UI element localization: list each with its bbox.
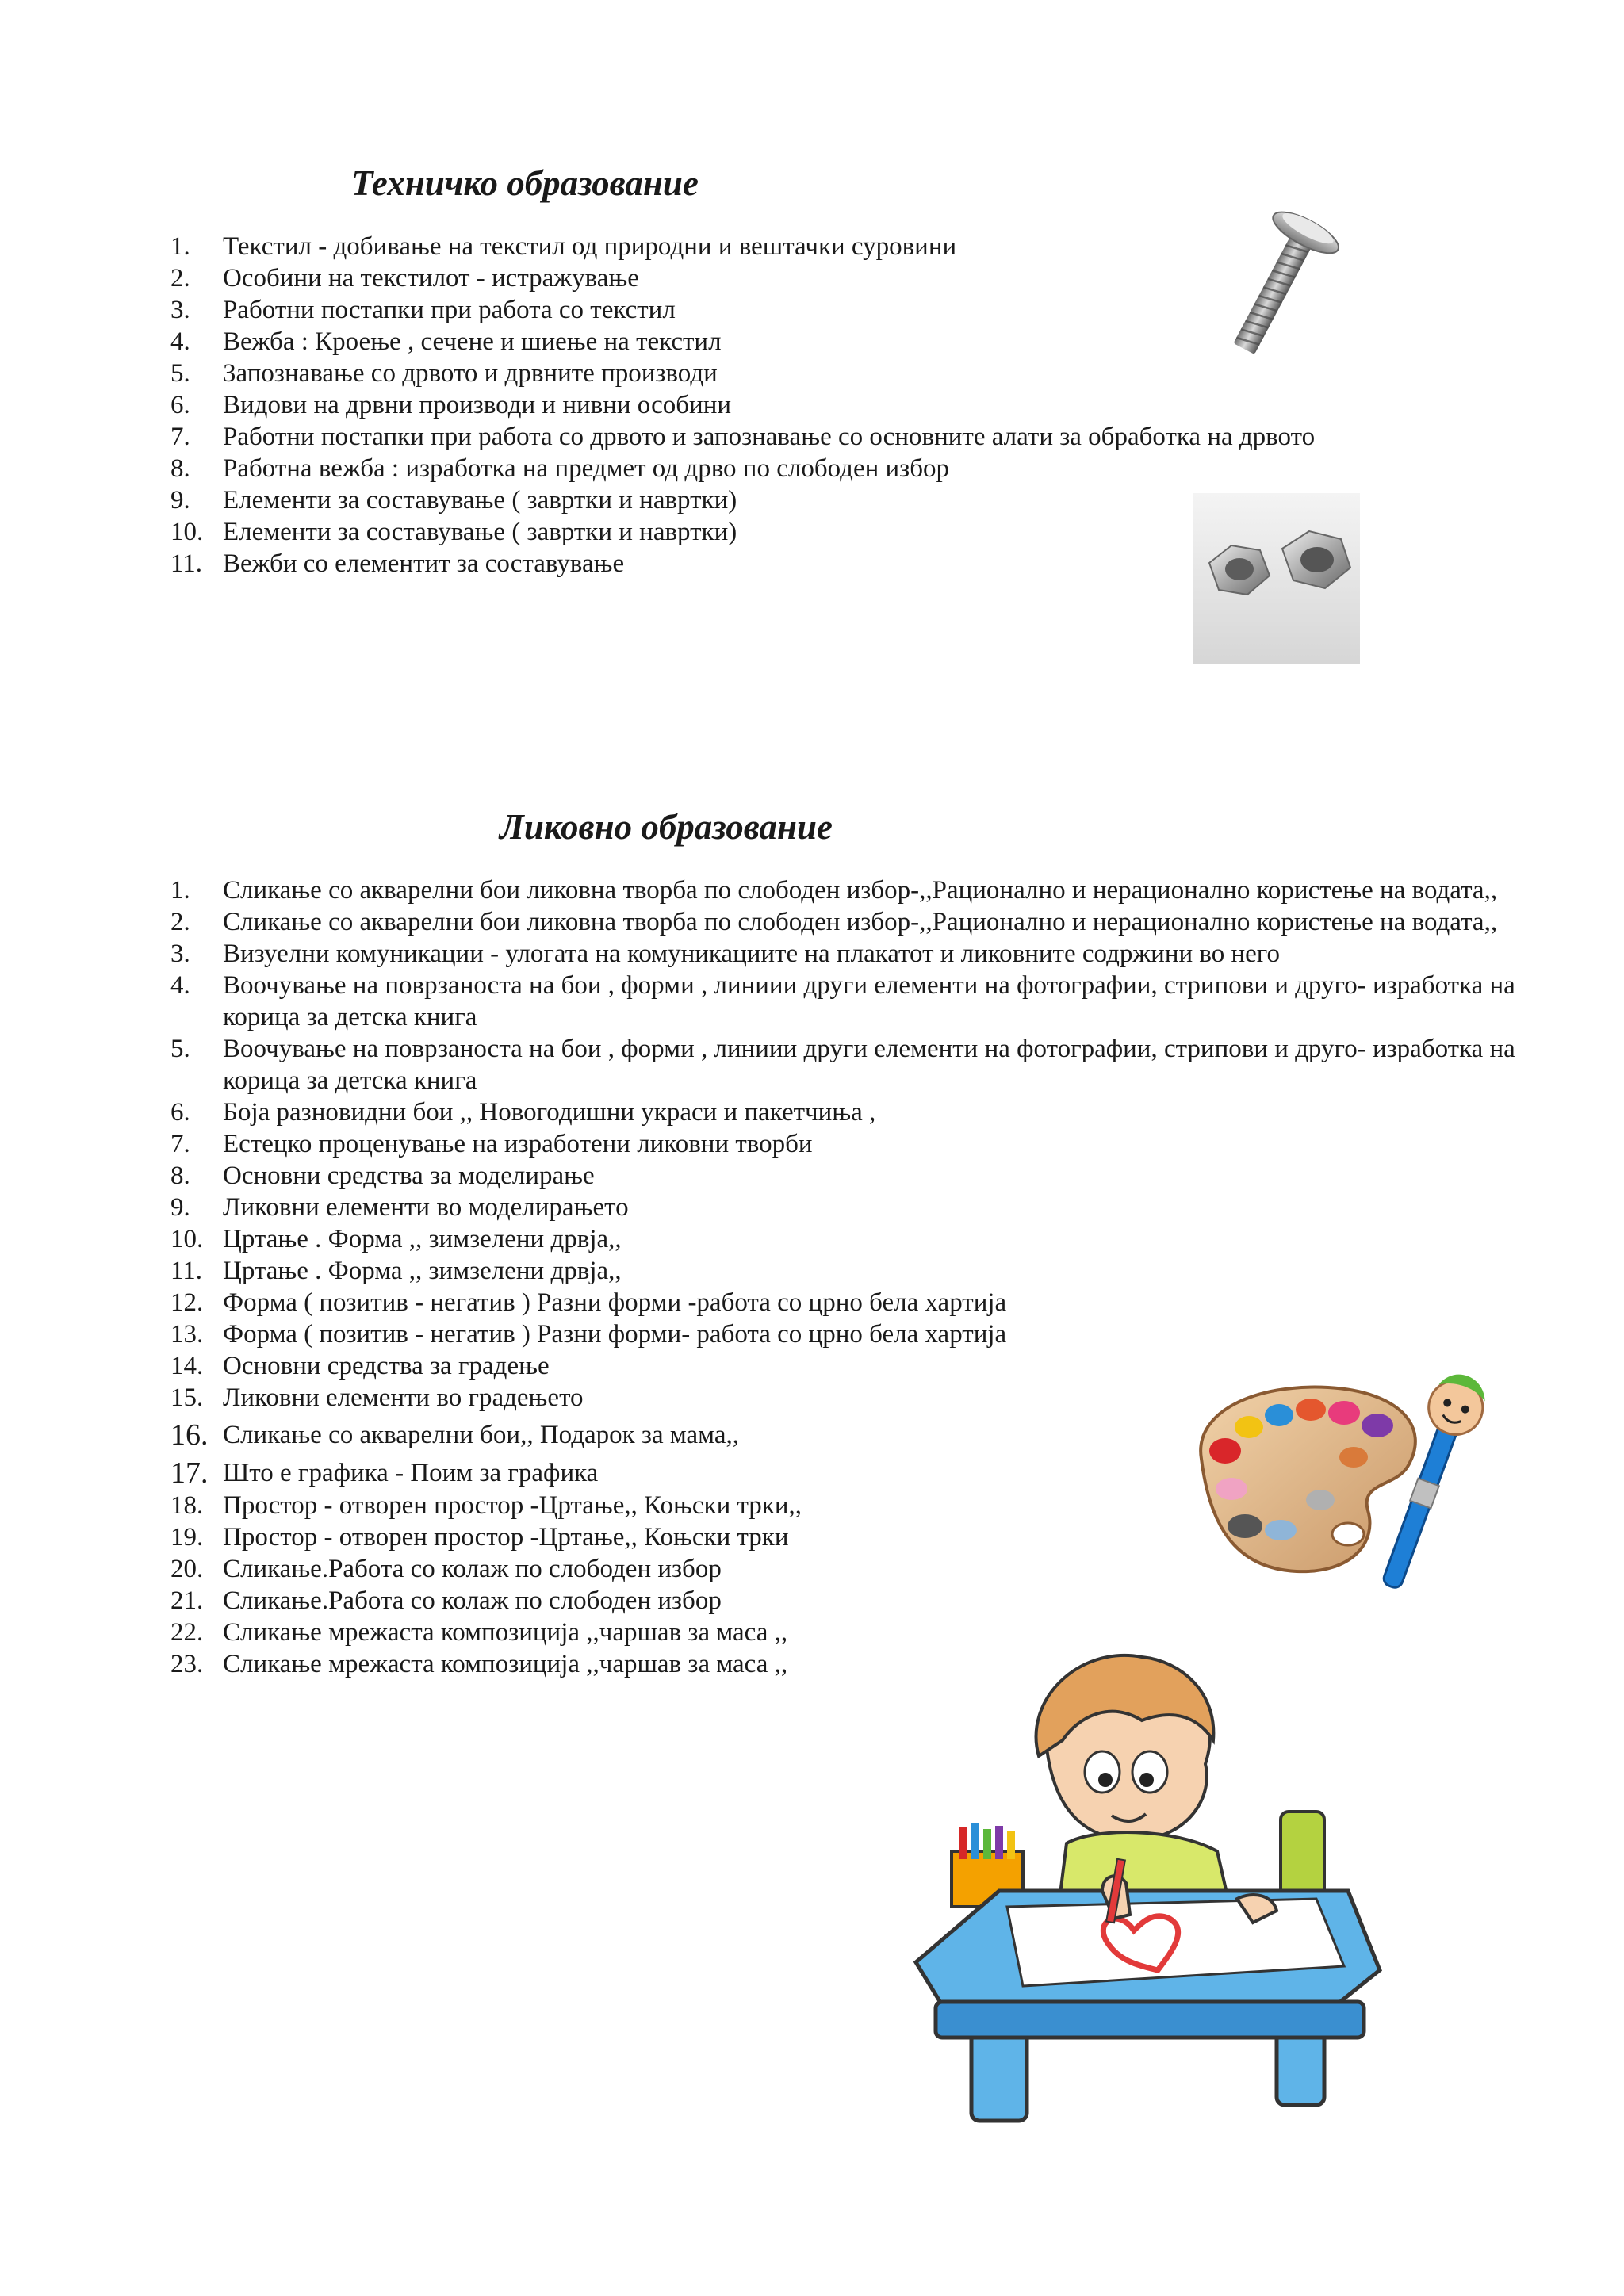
item-number: 14. bbox=[170, 1352, 204, 1380]
item-text: Визуелни комуникации - улогата на комуникациите на плакатот и ликовните содржини во него bbox=[223, 939, 1281, 968]
item-text: Простор - отворен простор -Цртање,, Коњски трки,, bbox=[223, 1491, 802, 1520]
list-item bbox=[170, 1255, 1534, 1287]
item-text: Текстил - добивање на текстил од природни и вештачки суровини bbox=[223, 232, 957, 261]
child-drawing-illustration bbox=[904, 1653, 1396, 2152]
item-text: Ликовни елементи во градењето bbox=[223, 1383, 584, 1412]
item-text: Запознавање со дрвото и дрвните производи bbox=[223, 359, 718, 388]
list-item bbox=[170, 1192, 1534, 1223]
item-text: Основни средства за градење bbox=[223, 1352, 550, 1380]
list-item bbox=[170, 1033, 1534, 1096]
item-text: Сликање мрежаста композиција ,,чаршав за маса ,, bbox=[223, 1618, 788, 1647]
item-text: Форма ( позитив - негатив ) Разни форми- работа со црно бела хартија bbox=[223, 1320, 1007, 1349]
item-number: 23. bbox=[170, 1650, 204, 1678]
list-item bbox=[170, 1287, 1534, 1318]
tech-section-title: Техничко образование bbox=[351, 163, 699, 203]
item-number: 13. bbox=[170, 1320, 204, 1349]
item-number: 9. bbox=[170, 486, 190, 515]
item-number: 9. bbox=[170, 1193, 190, 1222]
bolt-icon bbox=[1221, 208, 1372, 370]
item-text: Сликање.Работа со колаж по слободен избор bbox=[223, 1586, 722, 1615]
item-number: 18. bbox=[170, 1491, 204, 1520]
item-number: 4. bbox=[170, 327, 190, 356]
item-number: 6. bbox=[170, 391, 190, 419]
item-number: 7. bbox=[170, 423, 190, 451]
item-text: Цртање . Форма ,, зимзелени дрвја,, bbox=[223, 1225, 622, 1253]
item-text: Воочување на поврзаноста на бои , форми , линиии други елементи на фотографии, стрипови и друго- изработка на корица за детска книга bbox=[223, 971, 1515, 1031]
item-number: 5. bbox=[170, 359, 190, 388]
item-text: Цртање . Форма ,, зимзелени дрвја,, bbox=[223, 1257, 622, 1285]
item-number: 11. bbox=[170, 1257, 203, 1285]
item-text: Особини на текстилот - истражување bbox=[223, 264, 639, 293]
item-text: Простор - отворен простор -Цртање,, Коњски трки bbox=[223, 1523, 789, 1552]
list-item bbox=[170, 1096, 1534, 1128]
list-item bbox=[170, 389, 1519, 421]
list-item bbox=[170, 874, 1534, 906]
item-number: 8. bbox=[170, 454, 190, 483]
item-text: Основни средства за моделирање bbox=[223, 1161, 595, 1190]
item-number: 1. bbox=[170, 232, 190, 261]
item-number: 22. bbox=[170, 1618, 204, 1647]
item-text: Што е графика - Поим за графика bbox=[223, 1459, 599, 1487]
list-item bbox=[170, 421, 1519, 453]
nuts-icon bbox=[1193, 493, 1360, 664]
item-text: Сликање.Работа со колаж по слободен избор bbox=[223, 1555, 722, 1583]
list-item bbox=[170, 1160, 1534, 1192]
list-item bbox=[170, 1128, 1534, 1160]
item-text: Работни постапки при работа со текстил bbox=[223, 296, 676, 324]
item-text: Елементи за составување ( завртки и навртки) bbox=[223, 518, 737, 546]
item-text: Боја разновидни бои ,, Новогодишни украси и пакетчиња , bbox=[223, 1098, 876, 1127]
item-number: 19. bbox=[170, 1523, 204, 1552]
item-text: Сликање со акварелни бои ликовна творба по слободен избор-,,Рационално и нерационално користење на водата,, bbox=[223, 908, 1498, 936]
item-number: 4. bbox=[170, 971, 190, 1000]
item-number: 5. bbox=[170, 1035, 190, 1063]
item-number: 2. bbox=[170, 264, 190, 293]
item-number: 7. bbox=[170, 1130, 190, 1158]
item-text: Сликање со акварелни бои ликовна творба по слободен избор-,,Рационално и нерационално користење на водата,, bbox=[223, 876, 1498, 905]
item-number: 8. bbox=[170, 1161, 190, 1190]
item-text: Воочување на поврзаноста на бои , форми , линиии други елементи на фотографии, стрипови и друго- изработка на корица за детска книга bbox=[223, 1035, 1515, 1095]
item-text: Вежба : Кроење , сечене и шиење на текстил bbox=[223, 327, 722, 356]
item-number: 2. bbox=[170, 908, 190, 936]
list-item bbox=[170, 1223, 1534, 1255]
palette-icon bbox=[1170, 1364, 1487, 1609]
item-text: Сликање мрежаста композиција ,,чаршав за маса ,, bbox=[223, 1650, 788, 1678]
item-number: 3. bbox=[170, 939, 190, 968]
item-number: 15. bbox=[170, 1383, 204, 1412]
item-text: Сликање со акварелни бои,, Подарок за мама,, bbox=[223, 1421, 739, 1449]
item-number: 1. bbox=[170, 876, 190, 905]
list-item bbox=[170, 453, 1519, 484]
item-number: 20. bbox=[170, 1555, 204, 1583]
art-section-title: Ликовно образование bbox=[500, 807, 833, 847]
item-number: 17. bbox=[170, 1456, 209, 1490]
item-text: Естецко проценување на изработени ликовни творби bbox=[223, 1130, 813, 1158]
list-item bbox=[170, 938, 1534, 970]
item-text: Ликовни елементи во моделирањето bbox=[223, 1193, 629, 1222]
item-text: Видови на дрвни производи и нивни особини bbox=[223, 391, 732, 419]
item-number: 6. bbox=[170, 1098, 190, 1127]
item-number: 3. bbox=[170, 296, 190, 324]
item-text: Вежби со елементит за составување bbox=[223, 549, 625, 578]
list-item bbox=[170, 1617, 1534, 1648]
list-item bbox=[170, 906, 1534, 938]
item-number: 10. bbox=[170, 1225, 204, 1253]
item-text: Елементи за составување ( завртки и навртки) bbox=[223, 486, 737, 515]
item-number: 21. bbox=[170, 1586, 204, 1615]
list-item bbox=[170, 970, 1534, 1033]
item-text: Работна вежба : изработка на предмет од дрво по слободен избор bbox=[223, 454, 949, 483]
item-text: Форма ( позитив - негатив ) Разни форми -работа со црно бела хартија bbox=[223, 1288, 1007, 1317]
item-text: Работни постапки при работа со дрвото и запознавање со основните алати за обработка на дрвото bbox=[223, 423, 1316, 451]
item-number: 16. bbox=[170, 1418, 209, 1452]
list-item bbox=[170, 1318, 1534, 1350]
item-number: 12. bbox=[170, 1288, 204, 1317]
item-number: 11. bbox=[170, 549, 203, 578]
item-number: 10. bbox=[170, 518, 204, 546]
